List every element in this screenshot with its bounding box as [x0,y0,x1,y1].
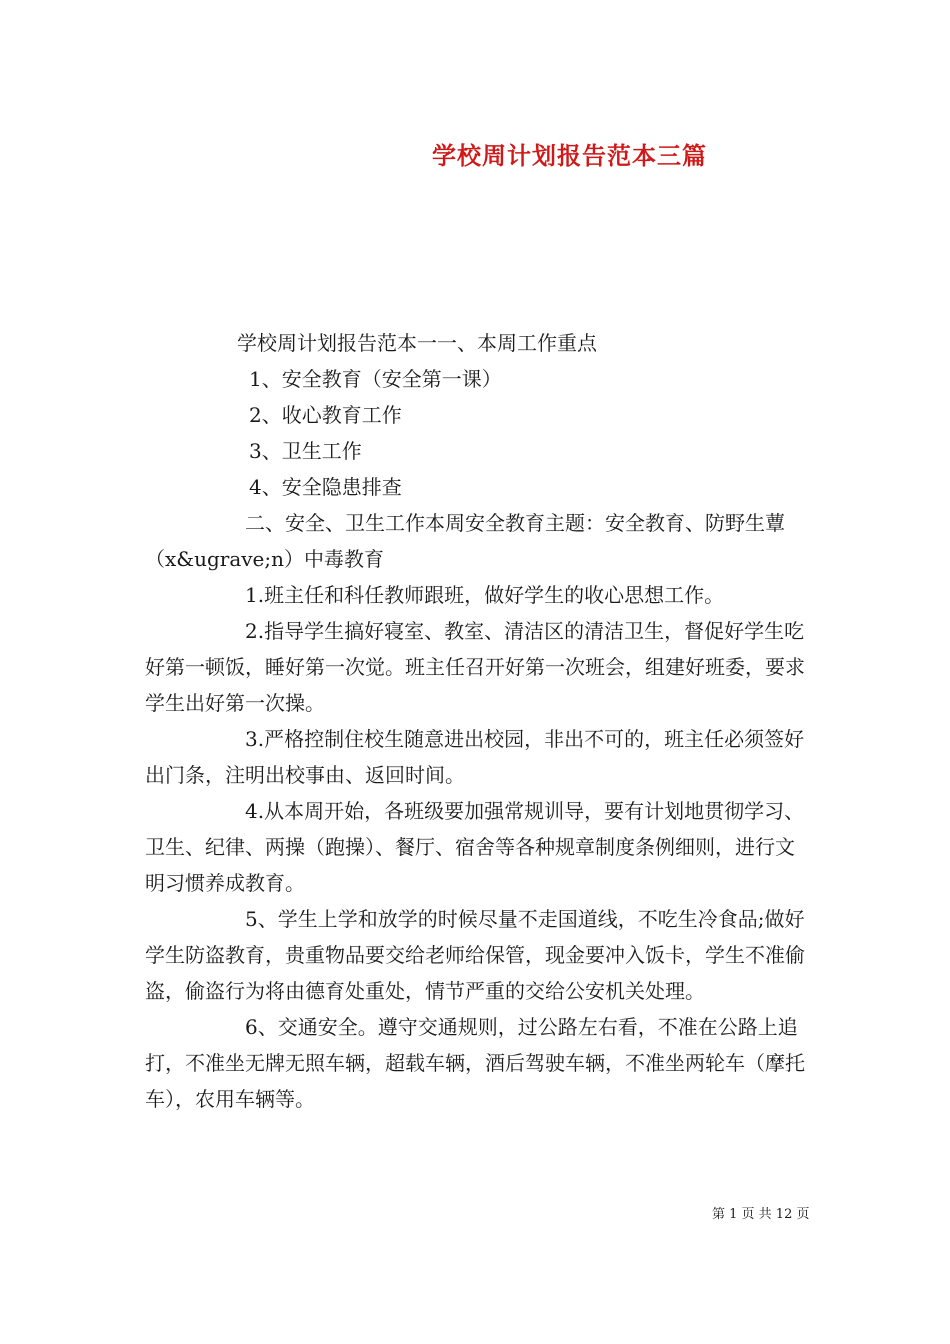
paragraph-intro: 学校周计划报告范本一一、本周工作重点 [237,331,597,355]
list-item-2: 2、收心教育工作 [249,403,402,427]
list-item-1: 1、安全教育（安全第一课） [249,367,502,391]
paragraph-item-6: 6、交通安全。遵守交通规则，过公路左右看，不准在公路上追打，不准坐无牌无照车辆，超载车辆，酒后驾驶车辆，不准坐两轮车（摩托车），农用车辆等。 [145,1015,805,1111]
document-body [145,325,810,1117]
paragraph-item-4: 4.从本周开始，各班级要加强常规训导，要有计划地贯彻学习、卫生、纪律、两操（跑操）、餐厅、宿舍等各种规章制度条例细则，进行文明习惯养成教育。 [145,799,805,895]
page-number: 第 1 页 共 12 页 [712,1207,810,1222]
paragraph-item-2: 2.指导学生搞好寝室、教室、清洁区的清洁卫生，督促好学生吃好第一顿饭，睡好第一次觉。班主任召开好第一次班会，组建好班委，要求学生出好第一次操。 [145,619,805,715]
document-title: 学校周计划报告范本三篇 [432,141,707,170]
paragraph-section-2: 二、安全、卫生工作本周安全教育主题：安全教育、防野生蕈（x&ugrave;n）中毒教育 [145,511,785,571]
list-item-4: 4、安全隐患排查 [249,475,402,499]
paragraph-item-1: 1.班主任和科任教师跟班，做好学生的收心思想工作。 [245,583,725,607]
paragraph-item-5: 5、学生上学和放学的时候尽量不走国道线，不吃生冷食品;做好学生防盗教育，贵重物品要交给老师给保管，现金要冲入饭卡，学生不准偷盗，偷盗行为将由德育处重处，情节严重的交给公安机关处理。 [145,907,805,1003]
paragraph-item-3: 3.严格控制住校生随意进出校园，非出不可的，班主任必须签好出门条，注明出校事由、返回时间。 [145,727,805,787]
list-item-3: 3、卫生工作 [249,439,362,463]
